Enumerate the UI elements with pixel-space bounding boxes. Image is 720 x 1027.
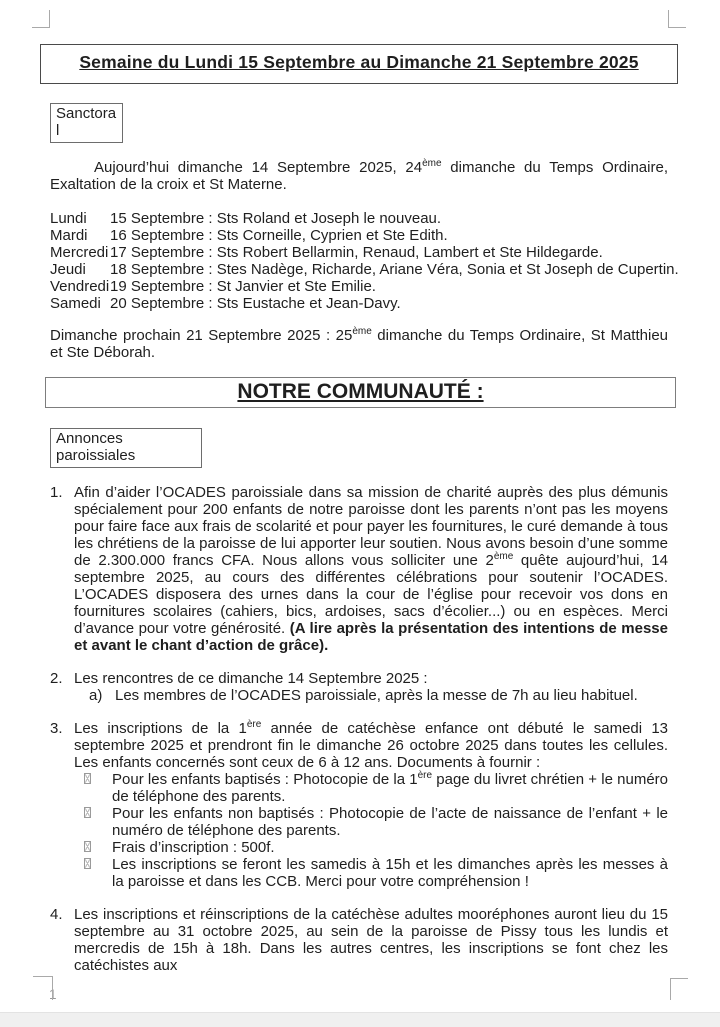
day-saints: 20 Septembre : Sts Eustache et Jean-Davy. — [110, 295, 401, 312]
item-text: Les inscriptions et réinscriptions de la catéchèse adultes mooréphones auront lieu du 15 septembre au 31 octobre 2025, au sein de la paroisse de Pissy tous les lundis et mercredis de 15h à 18h. Dans les autres centres, les inscriptions se font chez les catéchistes aux — [74, 906, 668, 974]
tofu-bullet-icon — [84, 858, 91, 869]
day-name: Jeudi — [50, 261, 86, 278]
today-paragraph — [50, 159, 668, 193]
item-number: 1. — [50, 484, 63, 501]
crop-mark-bottom-left — [33, 976, 53, 1000]
saints-day-row — [50, 227, 668, 244]
item1-bold-note: (A lire après la présentation des intentions de messe et avant le chant d’action de grâce). — [74, 620, 668, 654]
day-name: Mardi — [50, 227, 88, 244]
day-saints: 17 Septembre : Sts Robert Bellarmin, Renaud, Lambert et Ste Hildegarde. — [110, 244, 603, 261]
item2-body: Les rencontres de ce dimanche 14 Septembre 2025 : — [74, 670, 428, 687]
bullet-item — [84, 839, 668, 856]
item1-body-continued: quête aujourd’hui, 14 septembre 2025, au cours des différentes célébrations pour soutenir l’OCADES. L’OCADES disposera des urnes dans la cour de l’église pour recevoir vos dons en fournitures scolaires (cahiers, bics, ardoises, sacs d’écolier...) ou en espèces. Merci d’avance pour votre générosité. — [74, 552, 668, 637]
bottom-band — [0, 1012, 720, 1027]
next-sunday-paragraph — [50, 327, 668, 361]
announcements-list — [50, 484, 668, 974]
item-number: 3. — [50, 720, 63, 737]
annonces-label-box — [50, 428, 202, 468]
week-title-box — [40, 44, 678, 84]
day-saints: 15 Septembre : Sts Roland et Joseph le nouveau. — [110, 210, 442, 227]
today-text: Aujourd’hui dimanche 14 Septembre 2025, 24 — [94, 159, 423, 176]
saints-day-row — [50, 210, 668, 227]
item3-text-end: année de catéchèse enfance ont débuté le samedi 13 septembre 2025 et prendront fin le dimanche 26 octobre 2025 dans toutes les cellules. Les enfants concernés sont ceux de 6 à 12 ans. Documents à fournir : — [74, 720, 669, 771]
day-saints: 16 Septembre : Sts Corneille, Cyprien et Ste Edith. — [110, 227, 448, 244]
tofu-bullet-icon — [84, 841, 91, 852]
item-text — [74, 720, 668, 890]
day-name: Samedi — [50, 295, 101, 312]
crop-mark-top-left — [32, 10, 50, 28]
bullet-item — [84, 805, 668, 839]
item3-body — [74, 720, 668, 771]
day-name: Mercredi — [50, 244, 109, 261]
day-name: Vendredi — [50, 278, 110, 295]
sanctoral-label-box — [50, 103, 123, 143]
item-text — [74, 670, 668, 704]
bullet-text: Les inscriptions se feront les samedis à 15h et les dimanches après les messes à la paroisse et dans les CCB. Merci pour votre compréhension ! — [112, 856, 668, 890]
bullet-text — [112, 771, 668, 805]
community-heading-box — [45, 377, 676, 408]
today-text-end: dimanche du Temps Ordinaire, Exaltation de la croix et St Materne. — [50, 159, 668, 193]
next-sunday-text: Dimanche prochain 21 Septembre 2025 : 25 — [50, 327, 353, 344]
bullet-item — [84, 856, 668, 890]
bullet-text: Frais d’inscription : 500f. — [112, 839, 275, 856]
announcement-item-4 — [50, 906, 668, 974]
item-text — [74, 484, 668, 654]
crop-mark-bottom-right — [670, 978, 688, 1000]
annonces-label: Annonces paroissiales — [56, 430, 136, 464]
sub-item-text: Les membres de l’OCADES paroissiale, après la messe de 7h au lieu habituel. — [115, 687, 638, 704]
ordinal-superscript: ère — [417, 770, 433, 781]
day-name: Lundi — [50, 210, 87, 227]
community-heading: NOTRE COMMUNAUTÉ : — [237, 380, 484, 403]
bullet-1-text-end: page du livret chrétien + le numéro de téléphone des parents. — [112, 771, 668, 805]
item-number: 2. — [50, 670, 63, 687]
announcement-item-2 — [50, 670, 668, 704]
day-saints: 19 Septembre : St Janvier et Ste Emilie. — [110, 278, 376, 295]
ordinal-superscript: ème — [493, 551, 514, 562]
bullet-item — [84, 771, 668, 805]
announcement-item-1 — [50, 484, 668, 654]
ordinal-superscript: ème — [352, 326, 372, 337]
saints-list — [50, 210, 679, 312]
saints-day-row — [50, 278, 668, 295]
item3-text: Les inscriptions de la 1 — [74, 720, 247, 737]
bullet-1-text: Pour les enfants baptisés : Photocopie de la 1 — [112, 771, 418, 788]
saints-day-row — [50, 295, 668, 312]
day-saints: 18 Septembre : Stes Nadège, Richarde, Ariane Véra, Sonia et St Joseph de Cupertin. — [110, 261, 679, 278]
item-number: 4. — [50, 906, 63, 923]
saints-day-row — [50, 261, 679, 278]
tofu-bullet-icon — [84, 807, 91, 818]
tofu-bullet-icon — [84, 773, 91, 784]
page-number: 1 — [49, 987, 57, 1002]
item2-sub-item — [89, 687, 668, 704]
ordinal-superscript: ère — [246, 719, 262, 730]
next-sunday-text-end: dimanche du Temps Ordinaire, St Matthieu et Ste Déborah. — [50, 327, 669, 361]
sanctoral-label: Sanctoral — [56, 105, 117, 139]
crop-mark-top-right — [668, 10, 686, 28]
saints-day-row — [50, 244, 668, 261]
week-title: Semaine du Lundi 15 Septembre au Dimanche 21 Septembre 2025 — [79, 52, 639, 72]
ordinal-superscript: ème — [422, 158, 442, 169]
bullet-text: Pour les enfants non baptisés : Photocopie de l’acte de naissance de l’enfant + le numéro de téléphone des parents. — [112, 805, 668, 839]
item1-body: Afin d’aider l’OCADES paroissiale dans sa mission de charité auprès des plus démunis spécialement pour 200 enfants de notre paroisse dont les parents n’ont pas les moyens pour faire face aux frais de scolarité et pour payer les fournitures, le curé demande à tous les chrétiens de la paroisse de lui apporter leur soutien. Nous avons besoin d’une somme de 2.300.000 francs CFA. Nous allons vous solliciter une 2 — [74, 484, 668, 569]
sub-item-marker: a) — [89, 687, 103, 704]
announcement-item-3 — [50, 720, 668, 890]
